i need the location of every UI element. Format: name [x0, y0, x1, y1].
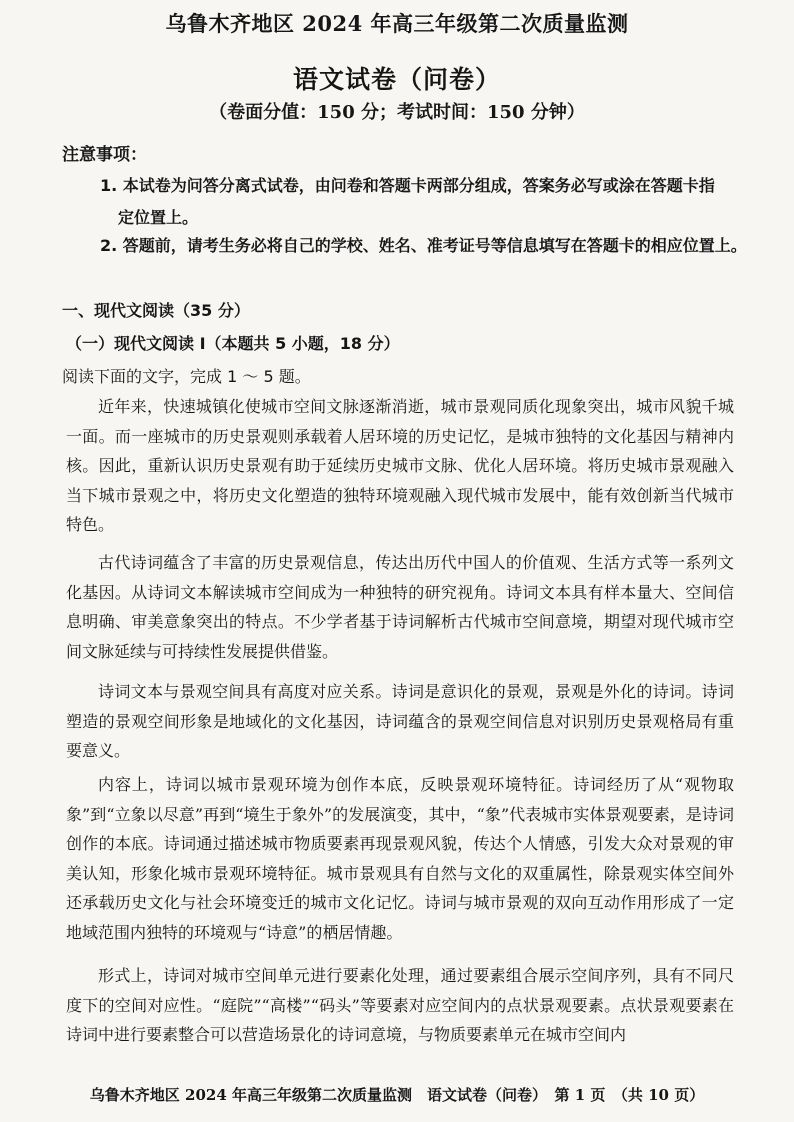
exam-header-title: 乌鲁木齐地区 2024 年高三年级第二次质量监测 — [165, 11, 629, 36]
passage-paragraph-4: 内容上，诗词以城市景观环境为创作本底，反映景观环境特征。诗词经历了从“观物取象”到“立象以尽意”再到“境生于象外”的发展演变，其中，“象”代表城市实体景观要素，是诗词创作的本底。诗词通过描述城市物质要素再现景观风貌，传达个人情感，引发大众对景观的审美认知，形象化城市景观环境特征。城市景观具有自然与文化的双重属性，除景观实体空间外还承载历史文化与社会环境变迁的城市文化记忆。诗词与城市景观的双向互动作用形成了一定地域范围内独特的环境观与“诗意”的栖居情趣。 — [66, 775, 734, 942]
page-footer: 乌鲁木齐地区 2024 年高三年级第二次质量监测 语文试卷（问卷） 第 1 页 （共 10 页） — [89, 1086, 705, 1104]
notes-heading: 注意事项： — [62, 145, 147, 165]
reading-instruction: 阅读下面的文字，完成 1 ～ 5 题。 — [62, 367, 311, 386]
passage-paragraph-5: 形式上，诗词对城市空间单元进行要素化处理，通过要素组合展示空间序列，具有不同尺度下的空间对应性。“庭院”“高楼”“码头”等要素对应空间内的点状景观要素。点状景观要素在诗词中进行要素整合可以营造场景化的诗词意境，与物质要素单元在城市空间内 — [66, 966, 734, 1044]
passage-paragraph-1: 近年来，快速城镇化使城市空间文脉逐渐消逝，城市景观同质化现象突出，城市风貌千城一面。而一座城市的历史景观则承载着人居环境的历史记忆，是城市独特的文化基因与精神内核。因此，重新认识历史景观有助于延续历史城市文脉、优化人居环境。将历史城市景观融入当下城市景观之中，将历史文化塑造的独特环境观融入现代城市发展中，能有效创新当代城市特色。 — [66, 397, 734, 534]
score-time-line: （卷面分值：150 分；考试时间：150 分钟） — [209, 102, 585, 123]
subsection-heading: （一）现代文阅读 I（本题共 5 小题，18 分） — [66, 334, 400, 353]
passage-paragraph-2: 古代诗词蕴含了丰富的历史景观信息，传达出历代中国人的价值观、生活方式等一系列文化基因。从诗词文本解读城市空间成为一种独特的研究视角。诗词文本具有样本量大、空间信息明确、审美意象突出的特点。不少学者基于诗词解析古代城市空间意境，期望对现代城市空间文脉延续与可持续性发展提供借鉴。 — [66, 553, 734, 661]
note-item-2: 2. 答题前，请考生务必将自己的学校、姓名、准考证号等信息填写在答题卡的相应位置上。 — [100, 236, 747, 255]
section-heading: 一、现代文阅读（35 分） — [62, 301, 250, 320]
passage-paragraph-3: 诗词文本与景观空间具有高度对应关系。诗词是意识化的景观，景观是外化的诗词。诗词塑造的景观空间形象是地域化的文化基因，诗词蕴含的景观空间信息对识别历史景观格局有重要意义。 — [66, 682, 734, 760]
document-title: 语文试卷（问卷） — [292, 65, 501, 94]
note-item-1-line-2: 定位置上。 — [118, 208, 199, 227]
note-item-1-line-1: 1. 本试卷为问答分离式试卷，由问卷和答题卡两部分组成，答案务必写或涂在答题卡指 — [100, 176, 715, 195]
note-item-1 — [100, 170, 740, 234]
